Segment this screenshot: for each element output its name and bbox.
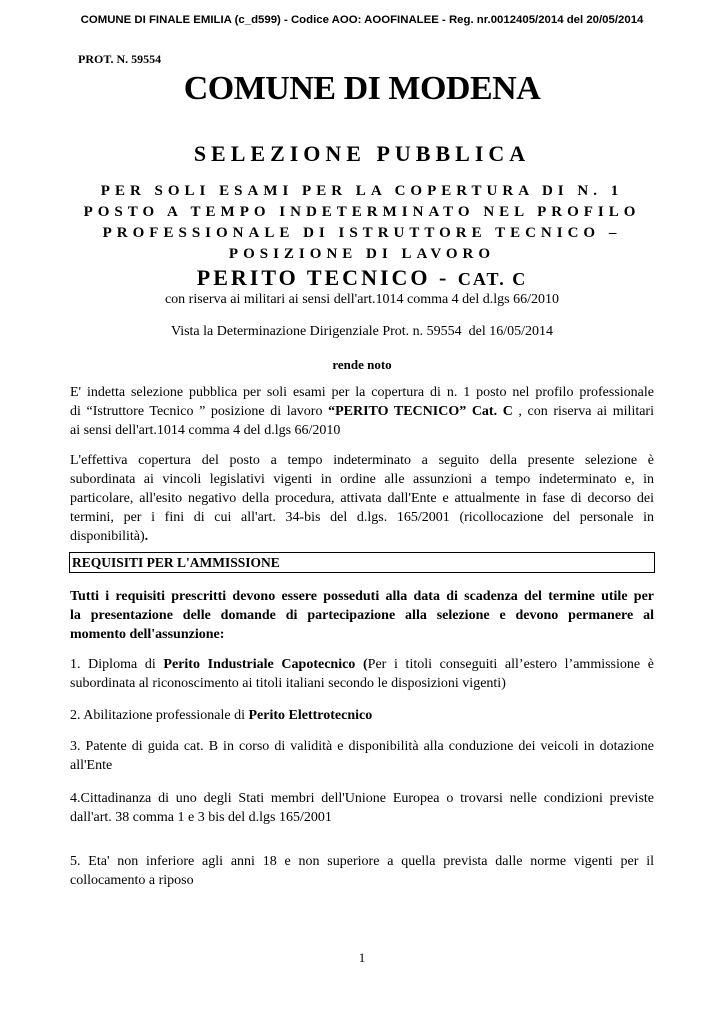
text-span: 1. Diploma di — [70, 657, 164, 672]
paragraph-line: 3. Patente di guida cat. B in corso di validità e disponibilità alla conduzione dei veicoli in dotazione — [70, 739, 654, 754]
paragraph-line — [70, 706, 654, 725]
paragraph-line: Tutti i requisiti prescritti devono essere posseduti alla data di scadenza del termine utile per — [70, 589, 654, 604]
paragraph-line: la presentazione delle domande di partecipazione alla selezione e devono permanere al — [70, 608, 654, 623]
requirement-1 — [70, 655, 654, 693]
paragraph-line — [70, 655, 654, 674]
text-span: , con riserva ai militari — [512, 404, 654, 419]
paragraph-line: all'Ente — [70, 758, 113, 773]
page-number: 1 — [358, 950, 366, 965]
position-category: CAT. C — [457, 269, 528, 289]
paragraph-line: E' indetta selezione pubblica per soli esami per la copertura di n. 1 posto nel profilo professionale — [70, 385, 654, 400]
paragraph-line: 5. Eta' non inferiore agli anni 18 e non superiore a quella prevista dalle norme vigenti per il — [70, 854, 654, 869]
paragraph-line: subordinata ai vincoli legislativi vigenti in ordine alle assunzioni a tempo indeterminato e, in — [70, 472, 654, 487]
protocol-number: PROT. N. 59554 — [78, 52, 162, 66]
military-reserve-note: con riserva ai militari ai sensi dell'art.1014 comma 4 del d.lgs 66/2010 — [164, 292, 560, 307]
requirements-intro — [70, 587, 654, 644]
paragraph-line: collocamento a riposo — [70, 873, 194, 888]
requirement-2 — [70, 706, 654, 725]
page-title: COMUNE DI MODENA — [183, 70, 541, 107]
selection-heading: SELEZIONE PUBBLICA — [193, 141, 531, 166]
requirement-5 — [70, 852, 654, 890]
announcement-paragraph — [70, 383, 654, 440]
subtitle-line: POSIZIONE DI LAVORO — [228, 246, 496, 262]
requirement-3 — [70, 737, 654, 775]
determination-reference: Vista la Determinazione Dirigenziale Prot. n. 59554 del 16/05/2014 — [170, 324, 554, 339]
bold-span: Perito Industriale Capotecnico ( — [163, 657, 368, 672]
subtitle-line: PER SOLI ESAMI PER LA COPERTURA DI N. 1 — [100, 183, 624, 199]
registry-stamp: COMUNE DI FINALE EMILIA (c_d599) - Codice AOO: AOOFINALEE - Reg. nr.0012405/2014 del 20/05/2014 — [80, 14, 644, 26]
subtitle-line: POSTO A TEMPO INDETERMINATO NEL PROFILO — [83, 204, 641, 220]
rende-noto-heading: rende noto — [332, 357, 392, 372]
coverage-paragraph — [70, 451, 654, 546]
position-name: PERITO TECNICO - — [196, 265, 458, 290]
bold-span: Perito Elettrotecnico — [248, 708, 373, 723]
paragraph-line: termini, per i fini di cui all'art. 34-bis del d.lgs. 165/2001 (ricollocazione del personale in — [70, 510, 654, 525]
requirement-4 — [70, 789, 654, 827]
text-span: di “Istruttore Tecnico ” posizione di lavoro — [70, 404, 329, 419]
text-span: Per i titoli conseguiti all’estero l’ammissione è — [367, 657, 654, 672]
paragraph-line: L'effettiva copertura del posto a tempo indeterminato a seguito della presente selezione è — [70, 453, 654, 468]
requirements-section-header: REQUISITI PER L'AMMISSIONE — [69, 552, 655, 573]
bold-span: . — [144, 529, 149, 544]
bold-span: “PERITO TECNICO” Cat. C — [328, 404, 513, 419]
paragraph-line — [70, 527, 654, 546]
subtitle-line: PROFESSIONALE DI ISTRUTTORE TECNICO – — [102, 225, 622, 241]
selection-subtitle — [0, 181, 724, 265]
paragraph-line — [70, 402, 654, 421]
text-span: 2. Abilitazione professionale di — [70, 708, 249, 723]
paragraph-line: 4.Cittadinanza di uno degli Stati membri dell'Unione Europea o trovarsi nelle condizioni previste — [70, 791, 654, 806]
paragraph-line: particolare, all'esito negativo della procedura, attivata dall'Ente e attualmente in fase di decorso dei — [70, 491, 654, 506]
paragraph-line: dall'art. 38 comma 1 e 3 bis del d.lgs 165/2001 — [70, 810, 332, 825]
paragraph-line: ai sensi dell'art.1014 comma 4 del d.lgs 66/2010 — [70, 423, 341, 438]
paragraph-line: momento dell'assunzione: — [70, 627, 225, 642]
paragraph-line: subordinata al riconoscimento ai titoli italiani secondo le disposizioni vigenti) — [70, 676, 506, 691]
text-span: disponibilità) — [70, 529, 145, 544]
position-title — [0, 265, 724, 291]
